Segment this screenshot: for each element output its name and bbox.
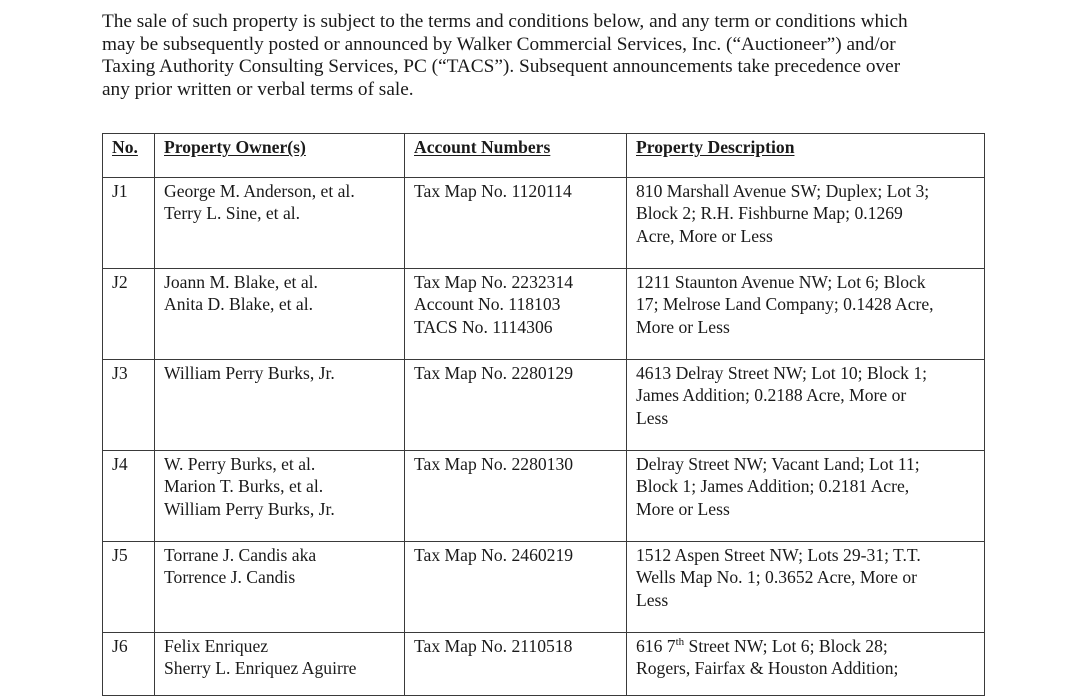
header-owners: Property Owner(s) [155, 134, 405, 178]
description-line: Delray Street NW; Vacant Land; Lot 11; [636, 454, 920, 474]
cell-description [627, 360, 985, 451]
header-no: No. [103, 134, 155, 178]
property-table [102, 133, 985, 696]
ordinal-suffix: th [675, 636, 685, 648]
description-line: Wells Map No. 1; 0.3652 Acre, More or [636, 567, 918, 588]
table-row [103, 633, 985, 696]
owner-name: Anita D. Blake, et al. [164, 294, 314, 315]
cell-no: J1 [103, 178, 155, 269]
table-row [103, 451, 985, 542]
description-line: 1211 Staunton Avenue NW; Lot 6; Block [636, 272, 926, 292]
description-line: 17; Melrose Land Company; 0.1428 Acre, [636, 294, 934, 315]
header-description: Property Description [627, 134, 985, 178]
cell-description [627, 633, 985, 696]
description-line: Less [636, 589, 669, 610]
table-header-row [103, 134, 985, 178]
cell-accounts [405, 178, 627, 269]
account-number: TACS No. 1114306 [414, 316, 553, 337]
description-line: 810 Marshall Avenue SW; Duplex; Lot 3; [636, 181, 930, 201]
description-line: James Addition; 0.2188 Acre, More or [636, 385, 907, 406]
owner-name: W. Perry Burks, et al. [164, 454, 316, 474]
intro-line: may be subsequently posted or announced by Walker Commercial Services, Inc. (“Auctioneer”) and/or [102, 33, 896, 55]
description-text: 616 7 [636, 636, 676, 656]
owner-name: Terry L. Sine, et al. [164, 203, 301, 224]
owner-name: Sherry L. Enriquez Aguirre [164, 658, 357, 679]
intro-line: Taxing Authority Consulting Services, PC (“TACS”). Subsequent announcements take precedence over [102, 56, 901, 77]
account-number: Tax Map No. 2110518 [414, 636, 573, 656]
owner-name: William Perry Burks, Jr. [164, 363, 335, 383]
cell-description [627, 269, 985, 360]
account-number: Account No. 118103 [414, 294, 561, 315]
cell-description [627, 178, 985, 269]
description-line: Rogers, Fairfax & Houston Addition; [636, 658, 899, 679]
cell-accounts [405, 451, 627, 542]
cell-owners [155, 178, 405, 269]
account-number: Tax Map No. 2232314 [414, 272, 574, 292]
cell-owners [155, 451, 405, 542]
description-line: Block 1; James Addition; 0.2181 Acre, [636, 476, 910, 497]
cell-accounts [405, 542, 627, 633]
description-line: Acre, More or Less [636, 225, 773, 246]
cell-owners [155, 360, 405, 451]
table-row [103, 178, 985, 269]
cell-accounts [405, 269, 627, 360]
owner-name: Torrence J. Candis [164, 567, 296, 588]
intro-line: The sale of such property is subject to the terms and conditions below, and any term or conditions which [102, 11, 908, 32]
cell-no: J5 [103, 542, 155, 633]
intro-paragraph [102, 11, 992, 101]
account-number: Tax Map No. 2280129 [414, 363, 574, 383]
owner-name: William Perry Burks, Jr. [164, 498, 335, 519]
account-number: Tax Map No. 1120114 [414, 181, 572, 201]
description-line [636, 635, 975, 657]
cell-description [627, 451, 985, 542]
description-line: 1512 Aspen Street NW; Lots 29-31; T.T. [636, 545, 921, 565]
table-row [103, 542, 985, 633]
cell-no: J3 [103, 360, 155, 451]
cell-description [627, 542, 985, 633]
owner-name: Felix Enriquez [164, 636, 269, 656]
description-line: More or Less [636, 316, 730, 337]
cell-no: J4 [103, 451, 155, 542]
owner-name: George M. Anderson, et al. [164, 181, 355, 201]
description-text: Street NW; Lot 6; Block 28; [684, 636, 888, 656]
description-line: Less [636, 407, 669, 428]
owner-name: Torrane J. Candis aka [164, 545, 317, 565]
owner-name: Marion T. Burks, et al. [164, 476, 324, 497]
cell-owners [155, 269, 405, 360]
cell-no: J2 [103, 269, 155, 360]
header-accounts: Account Numbers [405, 134, 627, 178]
cell-owners [155, 542, 405, 633]
cell-accounts [405, 360, 627, 451]
cell-owners [155, 633, 405, 696]
description-line: More or Less [636, 498, 730, 519]
table-row [103, 269, 985, 360]
description-line: 4613 Delray Street NW; Lot 10; Block 1; [636, 363, 928, 383]
account-number: Tax Map No. 2280130 [414, 454, 574, 474]
owner-name: Joann M. Blake, et al. [164, 272, 318, 292]
account-number: Tax Map No. 2460219 [414, 545, 574, 565]
intro-line: any prior written or verbal terms of sale. [102, 78, 414, 100]
cell-no: J6 [103, 633, 155, 696]
table-row [103, 360, 985, 451]
description-line: Block 2; R.H. Fishburne Map; 0.1269 [636, 203, 903, 224]
cell-accounts [405, 633, 627, 696]
